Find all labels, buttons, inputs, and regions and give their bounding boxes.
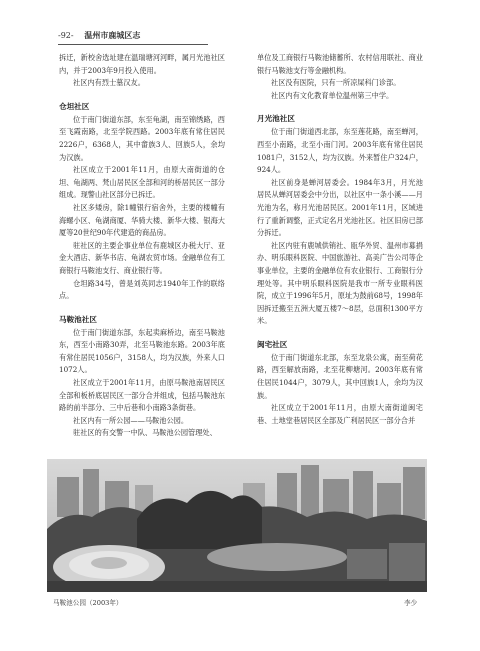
photo-caption: 马鞍池公园（2003年） — [53, 599, 123, 607]
paragraph: 位于南门街道东北部，东至龙泉公寓，南至荷花路，西至解放南路，北至花柳塘河。2003年底有常住居民1044户，3079人，其中回族1人，余均为汉族。 — [257, 352, 423, 400]
park-photo — [47, 459, 427, 592]
paragraph: 社区内有文化教育单位温州第三中学。 — [271, 90, 394, 100]
paragraph: 驻社区的有交警一中队、马鞍池公园管理处、 — [73, 428, 217, 438]
paragraph: 单位及工商银行马鞍池储蓄所、农村信用联社、商业银行马鞍池支行等金融机构。 — [257, 53, 423, 75]
paragraph: 驻社区的主要企事业单位有鹿城区办税大厅、亚金大酒店、新华书店、龟湖农贸市场。金融单位有工商银行马鞍池支行、商业银行等。 — [59, 240, 225, 275]
section-heading: 月光池社区 — [257, 114, 295, 124]
paragraph: 社区内驻有鹿城供销社、瓯华外贸、温州市募捐办、明乐眼科医院、中国旅游社、高美广告公司等企事业单位，主要的金融单位有农业银行、工商银行分理处等。其中明乐眼科医院是我市一所专业眼科医院，成立于1996年5月，原址为鼓前68号，1998年因拆迁搬至五洲大厦五楼7～8层，总面积1300平方米。 — [257, 240, 423, 326]
right-column — [257, 52, 423, 427]
paragraph: 社区内有烈士墓汉友。 — [73, 78, 145, 88]
photo-credit: 李少 — [404, 599, 418, 607]
header-rule — [58, 44, 208, 45]
paragraph: 社区前身是蝉河居委会。1984年3月，月光池居民从蝉河居委会中分出，以社区中一条小溪——月光池为名，称月光池居民区。2001年11月，区域进行了重新调整，正式定名月光池社区。社区旧房已部分拆迁。 — [257, 177, 423, 238]
book-title: 温州市鹿城区志 — [84, 30, 141, 40]
paragraph: 社区没有医院，只有一所凉屎科门诊部。 — [271, 78, 401, 88]
paragraph: 拆迁，新校舍选址建在温瑞塘河河畔，属月光池社区内，并于2003年9月投入使用。 — [59, 53, 225, 75]
paragraph: 位于南门街道西北部，东至莲花路，南至蝉河，西至小南路，北至小南门河。2003年底有常住居民1081户，3152人，均为汉族。外来暂住户324户，924人。 — [257, 127, 423, 175]
paragraph: 仓坦路34号，曾是刘英同志1940年工作的联络点。 — [59, 278, 225, 301]
paragraph: 社区内有一所公园——马鞍池公园。 — [73, 415, 189, 425]
paragraph: 社区成立于2001年11月，由原马鞍池南居民区全部和板桥底居民区一部分合并组成，包括马鞍池东路的前半部分、三中后巷和小南路3条街巷。 — [59, 378, 225, 413]
paragraph: 社区多矮房，除1幢银行宿舍外，主要的楼幢有海螺小区、龟湖商厦、华骑大楼、新华大楼、银海大厦等20世纪90年代建造的商品房。 — [59, 202, 225, 238]
page-number: -92- — [58, 31, 74, 40]
paragraph: 位于南门街道东部，东至龟湖，南至锦绣路，西至飞霞南路，北至学院西路。2003年底有常住居民2226户，6368人，其中畲族3人、回族5人，余均为汉族。 — [59, 114, 225, 162]
section-heading: 闽宅社区 — [257, 339, 288, 349]
running-header — [58, 30, 423, 44]
paragraph: 社区成立于2001年11月，由原大南街道的仓坦、龟湖两、梵山居民区全部和河的桥居民区一部分组成。现警山社区部分已拆迁。 — [59, 165, 225, 200]
paragraph: 位于南门街道东部，东起卖麻桥边，南至马鞍池东，西至小南路30弄，北至马鞍池东路。2003年底有常住居民1056户，3158人，均为汉族，外来人口1072人。 — [59, 327, 225, 375]
section-heading: 马鞍池社区 — [59, 314, 97, 324]
section-heading: 仓坦社区 — [59, 101, 90, 111]
left-column — [59, 52, 225, 440]
paragraph: 社区成立于2001年11月，由原大南街道闽宅巷、土地堂巷居民区全部及广利居民区一部分合并 — [257, 403, 423, 425]
